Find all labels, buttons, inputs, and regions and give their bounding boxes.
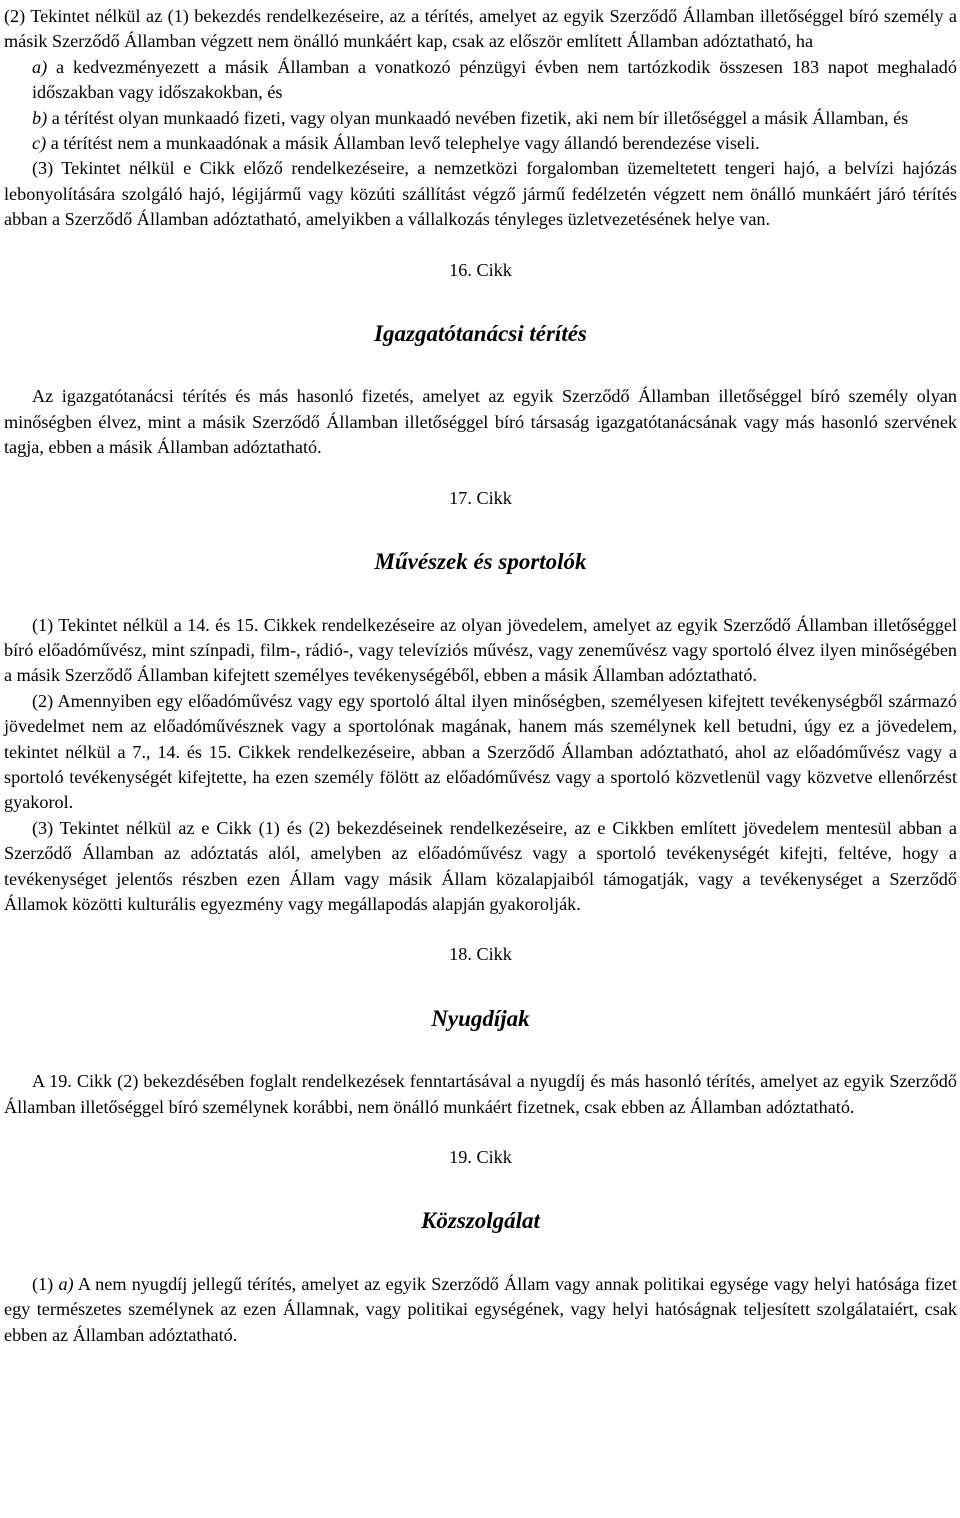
list-text-c: a térítést nem a munkaadónak a másik Államban levő telephelye vagy állandó berendezése viseli.: [46, 133, 760, 154]
list-item-c: [4, 131, 957, 156]
paragraph-17-2: (2) Amennyiben egy előadóművész vagy egy sportoló által ilyen minőségben, személyesen kifejtett tevékenységből származó jövedelmet nem az előadóművésznek vagy a sportolónak magának, hanem más személynek kell betudni, úgy ez a jövedelem, tekintet nélkül a 7., 14. és 15. Cikkek rendelkezéseire, abban a Szerződő Államban adóztatható, ahol az előadóművész vagy a sportoló tevékenységét kifejtette, ha ezen személy fölött az előadóművész vagy a sportoló közvetlenül vagy közvetve ellenőrzést gyakorol.: [4, 690, 957, 813]
list-item-b: [4, 106, 957, 131]
paragraph-19-1-prefix: (1): [32, 1273, 59, 1294]
paragraph-19-1: [4, 1272, 957, 1348]
paragraph-17-1: (1) Tekintet nélkül a 14. és 15. Cikkek rendelkezéseire az olyan jövedelem, amelyet az egyik Szerződő Államban illetőséggel bíró előadóművész, mint színpadi, film-, rádió-, vagy televíziós művész, vagy zeneművész vagy sportoló élvez ilyen minőségében a másik Szerződő Államban kifejtett személyes tevékenységéből, ebben a másik Államban adóztatható.: [4, 614, 957, 686]
list-marker-c: c): [32, 133, 47, 154]
paragraph-19-1-text: A nem nyugdíj jellegű térítés, amelyet az egyik Szerződő Állam vagy annak politikai egysége vagy helyi hatósága fizet egy természetes személynek az ezen Államnak, vagy politikai egységének, vagy helyi hatóságnak teljesített szolgálataiért, csak ebben az Államban adóztatható.: [4, 1273, 957, 1345]
document-page: [4, 4, 957, 1348]
paragraph-15-3: (3) Tekintet nélkül e Cikk előző rendelkezéseire, a nemzetközi forgalomban üzemeltetett tengeri hajó, a belvízi hajózás lebonyolítására szolgáló hajó, légijármű vagy közúti szállítást végző jármű fedélzetén végzett nem önálló munkáért járó térítés abban a Szerződő Államban adóztatható, amelyikben a vállalkozás tényleges üzletvezetésének helye van.: [4, 158, 957, 230]
article-17-number: 17. Cikk: [449, 487, 512, 508]
article-16-number: 16. Cikk: [449, 259, 512, 280]
article-18-title: Nyugdíjak: [431, 1005, 530, 1031]
article-19-number: 19. Cikk: [449, 1147, 512, 1167]
list-text-b: a térítést olyan munkaadó fizeti, vagy olyan munkaadó nevében fizetik, aki nem bír illetőséggel a másik Államban, és: [47, 107, 909, 128]
paragraph-17-3: (3) Tekintet nélkül az e Cikk (1) és (2) bekezdéseinek rendelkezéseire, az e Cikkben említett jövedelem mentesül abban a Szerződő Államban az adóztatás alól, amelyben az előadóművész vagy a sportoló tevékenységét kifejti, feltéve, hogy a tevékenységet jelentős részben ezen Állam vagy másik Állam közalapjaiból támogatják, vagy a tevékenységet a Szerződő Államok közötti kulturális egyezmény vagy megállapodás alapján gyakorolják.: [4, 817, 957, 914]
paragraph-18-1: A 19. Cikk (2) bekezdésében foglalt rendelkezések fenntartásával a nyugdíj és más hasonló térítés, amelyet az egyik Szerződő Államban illetőséggel bíró személynek korábbi, nem önálló munkáért fizetnek, csak ebben az Államban adóztatható.: [4, 1071, 957, 1117]
paragraph-16-1: Az igazgatótanácsi térítés és más hasonló fizetés, amelyet az egyik Szerződő Államban illetőséggel bíró személy olyan minőségben élvez, mint a másik Szerződő Államban illetőséggel bíró társaság igazgatótanácsának vagy más hasonló szervének tagja, ebben a másik Államban adóztatható.: [4, 386, 957, 458]
article-19-title: Közszolgálat: [421, 1208, 540, 1234]
article-18-number: 18. Cikk: [449, 944, 512, 965]
list-marker-a: a): [32, 56, 48, 77]
article-16-title: Igazgatótanácsi térítés: [374, 321, 587, 347]
paragraph-15-2-intro: (2) Tekintet nélkül az (1) bekezdés rendelkezéseire, az a térítés, amelyet az egyik Szerződő Államban illetőséggel bíró személy a másik Szerződő Államban végzett nem önálló munkáért kap, csak az először említett Államban adóztatható, ha: [4, 6, 957, 52]
list-marker-b: b): [32, 107, 48, 128]
list-text-a: a kedvezményezett a másik Államban a vonatkozó pénzügyi évben nem tartózkodik összesen 183 napot meghaladó időszakban vagy időszakokban, és: [32, 56, 957, 103]
list-item-a: [4, 55, 957, 106]
article-17-title: Művészek és sportolók: [374, 549, 587, 575]
paragraph-19-1-marker: a): [58, 1273, 74, 1294]
